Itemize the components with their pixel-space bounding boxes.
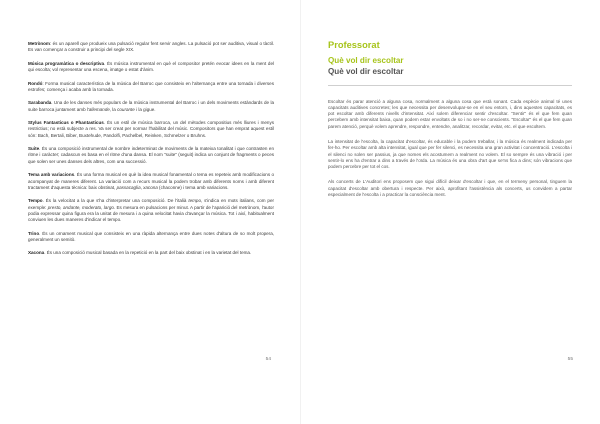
glossary-entry-stylus-fantasticus: Stylus Fantasticus o Phantasticus. És un estil de música barroca, un del mètodes compositius més lliures i menys restrictius; no està subjecte a res. Va ser creat per normar l'habilitat del músic. Compositors que han emprat aquest estil són: Bach, Bertali, Biber, Buxtehude, Pandolfi, Pachelbel, Reinken, Schmelzer o Bruhns. [28, 120, 274, 138]
glossary-entry-tema-amb-variacions: Tema amb variacions. És una forma musical en què la idea musical fonamental o tema es repeteix amb modificacions o acompanyat de maneres diferent. La variació com a recurs musical la podem trobar amb diferents noms i amb diferent tractament d'aquesta tècnica: baix obstinat, passacaglia, xacona (chaconne) i tema amb variacions. [28, 172, 275, 190]
glossary-entry-rondo: Rondó: Forma musical característica de la música del Barroc que consisteix en l'alternança entre una tornada i diverses estrofes; comença i acaba amb la tornada. [28, 80, 274, 92]
body-paragraph: La intensitat de l'escolta, la capacitat d'escoltar, és educable i la podem treballar, i la música és realment indicada per fer-ho. Per escoltar amb alta intensitat, igual que per fer silenci, es necessita una gran activitat i concentració. L'escolta i el silenci no solen ser passius, ja que nomes els acostumem a realment no volem. El so sempre és una vibració i per sentir-lo ens ha d'entrar a dins a través de l'oïda. La música és una obra d'art que se'ns fica a dins; són vibracions que podem percebre per tot el cos. [328, 138, 572, 170]
body-paragraph: Escoltar és parar atenció a alguna cosa, normalment a alguna cosa que està sonant. Cada espècie animal té unes capacitats auditives concretes; les que necessita per desenvolupar-se en el seu entorn, i, dins aquestes capacitats, es pot escoltar amb diferents nivells d'intensitat. Així solem diferenciar sentir d'escoltar. "Sentir" és el que fem quan percebem amb intensitat baixa, quan podem estar envoltats de so i no ser-ne conscients. "Escoltar" és el que fem quan parem atenció, perquè volem aprendre, respondre, entendre, analitzar, recordar, evitar, etc. el que escoltem. [328, 98, 572, 129]
glossary-entry-metronom: Metrònom: és un aparell que produeix una pulsació regular fent servir angles. La pulsació pot ser auditiva, visual o tàctil. Es van començar a construir a principi del segle XIX. [28, 41, 274, 53]
page-number-left: 54 [265, 357, 271, 362]
divider [328, 85, 572, 86]
glossary-entry-xacona: Xacona. És una composició musical basada en la repetició en la part del baix obstinat i en la varietat del tema. [28, 250, 252, 256]
glossary-entry-tempo: Tempo. És la velocitat a la que s'ha d'interpretar una composició. De l'italià tempo, s'indica en mots italians, com per exemple: presto, andante, moderato, largo. Es mesura en pulsacions per minut. A partir de l'aparició del metrònom, l'autor podia expressar quina figura era la unitat de mesura i a quina velocitat havia d'avançar la música. Tot i així, habitualment conviuen les dues maneres d'indicar el tempo. [28, 198, 274, 223]
page-number-right: 55 [567, 357, 573, 362]
body-paragraph: Als concerts de L'Auditori ens proposem que sigui difícil deixar d'escoltar i que, en el termeny personal, tinguem la capacitat d'escoltar amb obertura i respecte. Per això, aprofitant l'assistència als concerts, us convidem a partar especialment de l'escolta i a practicar la consciència ment. [328, 179, 572, 198]
glossary-entry-trino: Trino. És un ornament musical que consisteix en una ràpida alternança entre dues notes d'altura de so molt propera, generalment un semitò. [28, 230, 274, 242]
section-title: Professorat [328, 40, 380, 50]
glossary [28, 41, 274, 257]
glossary-entry-suite: Suite. És una composició instrumental de nombre indeterminat de moviments de la mateixa tonalitat i que contrasten en ritme i caràcter; cadascun es basa en el ritme d'una dansa. El nom "suite" (seguit) indica un conjunt de fragments o peces que solen ser unes danses dels altres, com una successió. [28, 146, 274, 164]
body-text [328, 99, 572, 199]
right-page [300, 0, 600, 424]
glossary-entry-sarabanda: Sarabanda. Una de les danses més populars de la música instrumental del Barroc i un dels moviments estàndards de la suite barroca juntament amb l'allemande, la courante i la gigue. [28, 100, 274, 112]
glossary-entry-musica-programatica: Música programàtica o descriptiva. És música instrumental en què el compositor pretén evocar idees en la ment del qui escolta; vol representar una escena, imatge o estat d'ànim. [28, 60, 274, 73]
section-subheading: Què vol dir escoltar [328, 66, 404, 76]
section-subtitle: Què vol dir escoltar [328, 55, 404, 65]
